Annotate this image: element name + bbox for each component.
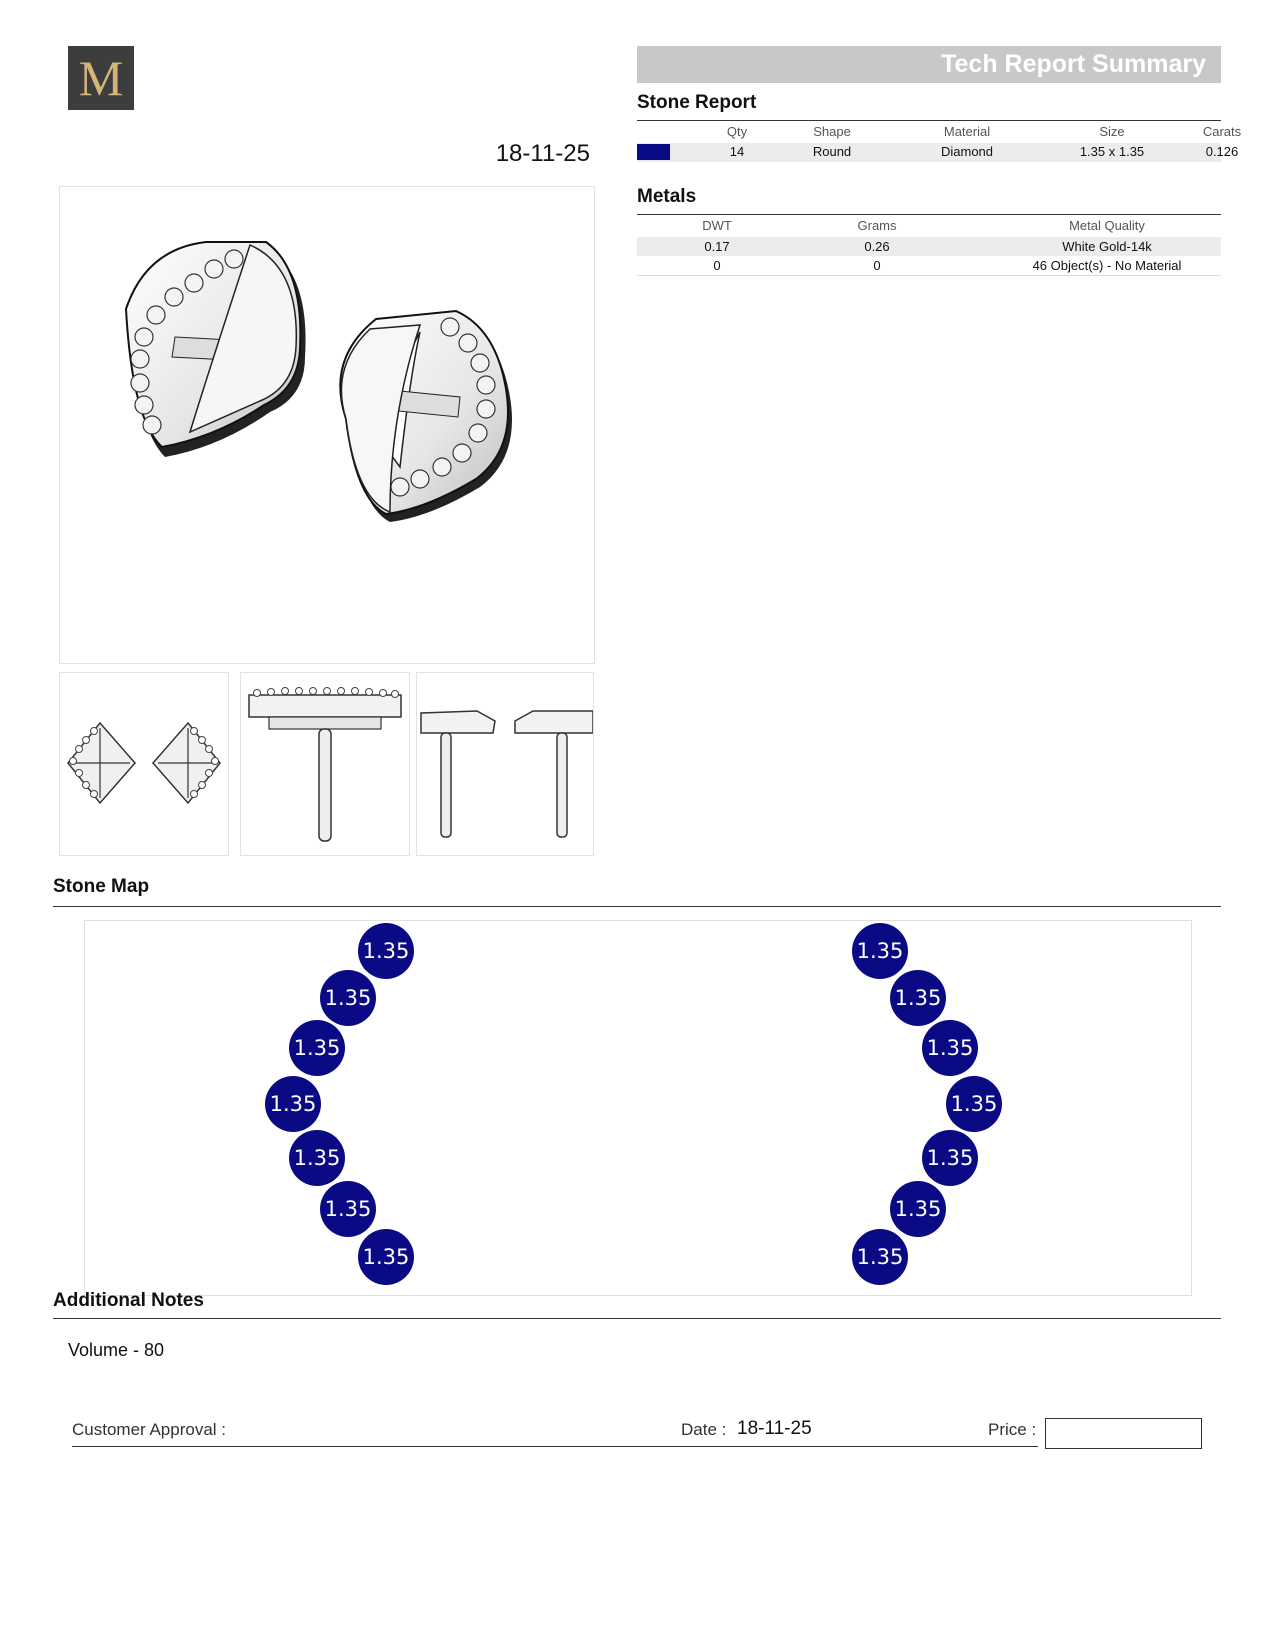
- price-label: Price :: [988, 1420, 1037, 1439]
- stone-marker: 1.35: [890, 970, 946, 1026]
- approval-date-label: Date :: [681, 1420, 727, 1439]
- stone-map: [84, 920, 1192, 1296]
- col-metal-quality: Metal Quality: [1069, 218, 1145, 233]
- approval-date-value: 18-11-25: [737, 1418, 812, 1439]
- title-bar: [637, 46, 1221, 83]
- additional-notes-title: Additional Notes: [53, 1290, 204, 1311]
- col-qty: Qty: [726, 124, 748, 139]
- thumbnail-front-view: [240, 672, 410, 856]
- stone-map-title: Stone Map: [53, 876, 150, 897]
- notes-text: Volume - 80: [68, 1340, 165, 1360]
- stone-marker: 1.35: [320, 970, 376, 1026]
- metals-rule: [637, 214, 1221, 215]
- col-dwt: DWT: [702, 218, 732, 233]
- report-date: 18-11-25: [495, 140, 590, 167]
- col-material: Material: [943, 124, 991, 139]
- approval-signature-line: [72, 1446, 1038, 1447]
- stone-color-swatch: [637, 144, 670, 160]
- main-render-image: [59, 186, 595, 664]
- stone-marker: 1.35: [289, 1130, 345, 1186]
- col-shape: Shape: [813, 124, 851, 139]
- cell-material: Diamond: [940, 144, 994, 159]
- table-row: [637, 143, 1239, 162]
- earrings-perspective-illustration: [60, 187, 594, 663]
- col-carats: Carats: [1202, 124, 1242, 139]
- stone-map-rule: [53, 906, 1221, 907]
- stone-marker: 1.35: [922, 1020, 978, 1076]
- page-title: Tech Report Summary: [941, 50, 1206, 78]
- thumbnail-side-view: [416, 672, 594, 856]
- col-grams: Grams: [857, 218, 897, 233]
- cell-metal-quality: 46 Object(s) - No Material: [1032, 258, 1182, 273]
- stone-marker: 1.35: [852, 923, 908, 979]
- table-row: [637, 256, 1221, 276]
- notes-rule: [53, 1318, 1221, 1319]
- cell-grams: 0.26: [864, 239, 890, 254]
- table-row: [637, 237, 1221, 256]
- thumbnail-top-view: [59, 672, 229, 856]
- stone-marker: 1.35: [358, 1229, 414, 1285]
- earring-front-view-illustration: [241, 673, 409, 855]
- price-field[interactable]: [1045, 1418, 1202, 1449]
- stone-marker: 1.35: [320, 1181, 376, 1237]
- stone-marker: 1.35: [922, 1130, 978, 1186]
- cell-shape: Round: [812, 144, 852, 159]
- customer-approval-label: Customer Approval :: [72, 1420, 227, 1439]
- cell-grams: 0: [873, 258, 881, 273]
- earrings-top-view-illustration: [60, 673, 228, 855]
- cell-dwt: 0.17: [704, 239, 730, 254]
- col-size: Size: [1099, 124, 1125, 139]
- cell-size: 1.35 x 1.35: [1079, 144, 1145, 159]
- stone-report-table: [637, 124, 1242, 162]
- company-logo: [68, 46, 134, 110]
- stone-marker: 1.35: [890, 1181, 946, 1237]
- stone-report-rule: [637, 120, 1221, 121]
- metals-title: Metals: [637, 186, 697, 207]
- cell-dwt: 0: [713, 258, 721, 273]
- cell-qty: 14: [729, 144, 745, 159]
- stone-marker: 1.35: [265, 1076, 321, 1132]
- earrings-side-view-illustration: [417, 673, 593, 855]
- cell-metal-quality: White Gold-14k: [1062, 239, 1152, 254]
- logo-letter: M: [78, 50, 124, 106]
- stone-marker: 1.35: [358, 923, 414, 979]
- stone-report-title: Stone Report: [637, 92, 757, 113]
- metals-table: [637, 218, 1221, 278]
- stone-marker: 1.35: [946, 1076, 1002, 1132]
- stone-marker: 1.35: [289, 1020, 345, 1076]
- cell-carats: 0.126: [1205, 144, 1239, 159]
- stone-marker: 1.35: [852, 1229, 908, 1285]
